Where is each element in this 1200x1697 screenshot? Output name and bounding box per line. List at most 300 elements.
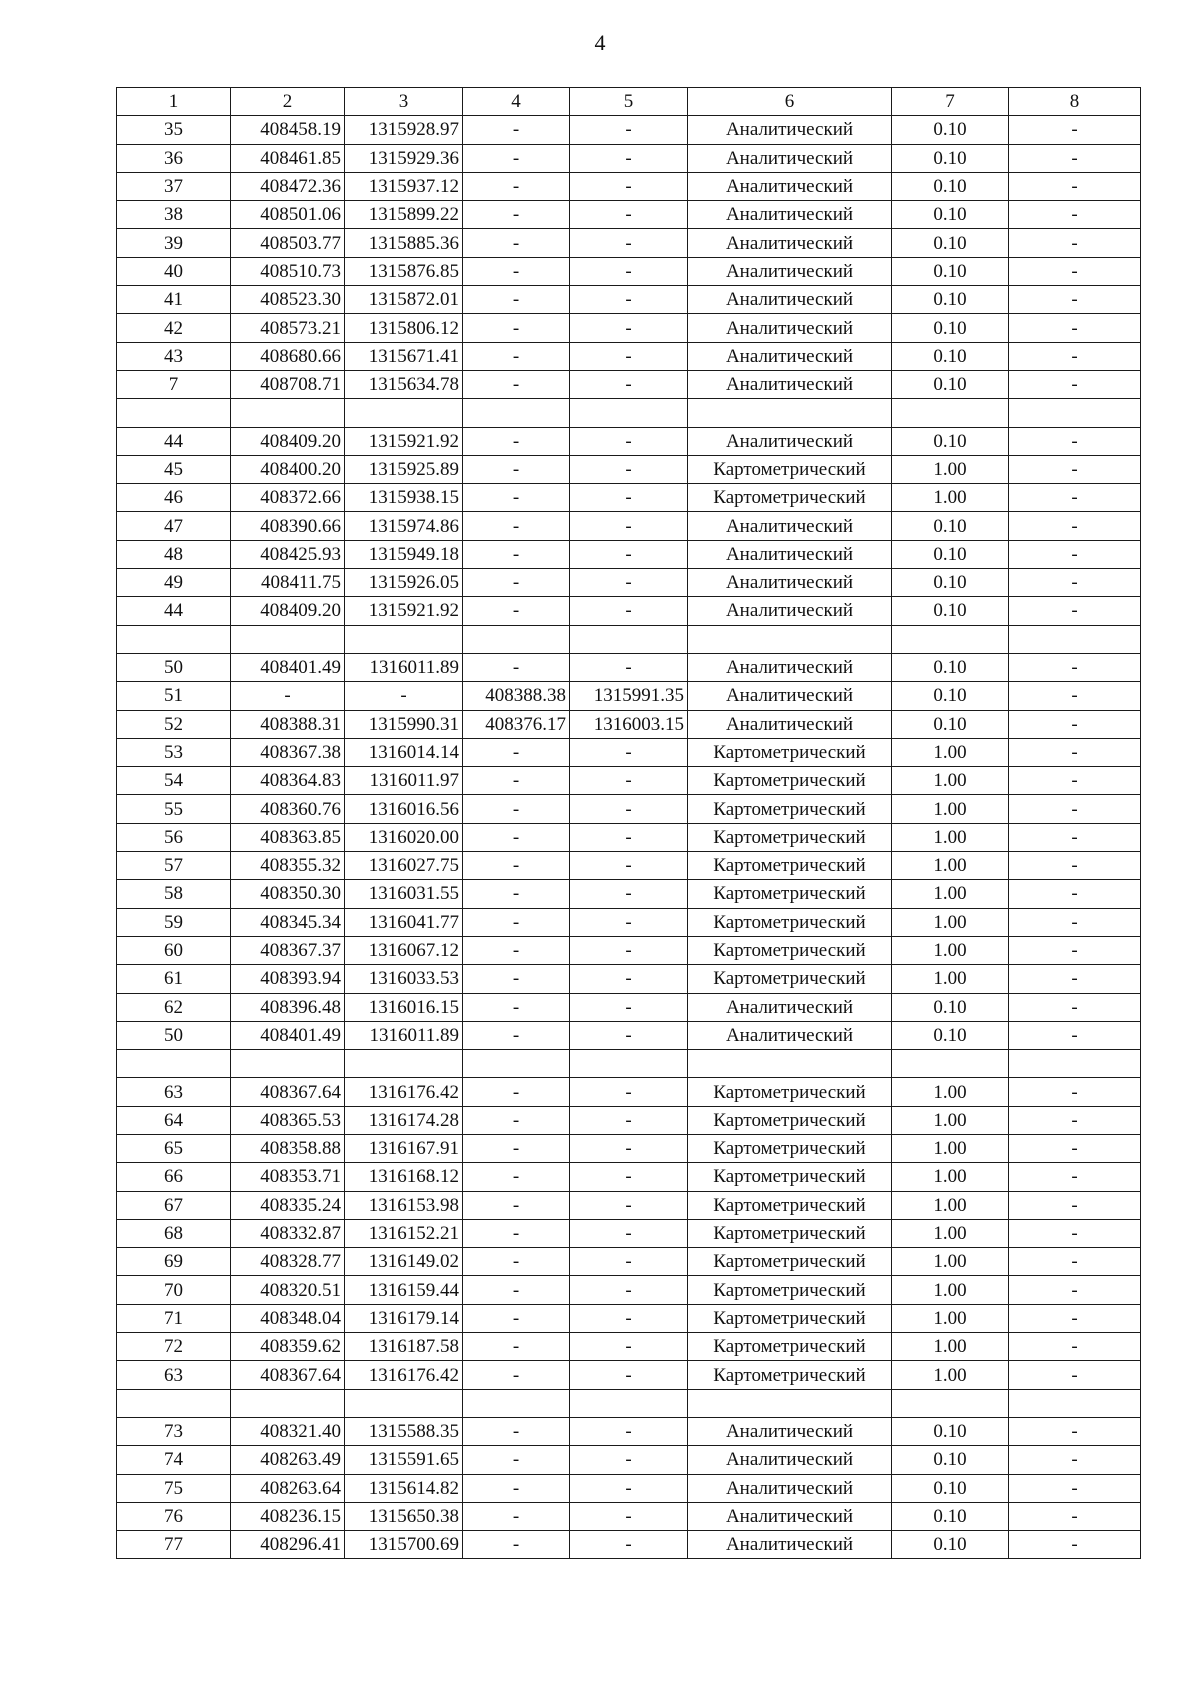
table-cell-col-7: 0.10 [892, 116, 1009, 144]
table-row [117, 1446, 1141, 1474]
table-cell-col-1: 36 [117, 144, 231, 172]
table-cell-col-1: 53 [117, 738, 231, 766]
table-row [117, 597, 1141, 625]
table-cell-col-8: - [1009, 484, 1141, 512]
table-cell-col-7: 0.10 [892, 1021, 1009, 1049]
table-cell-col-8: - [1009, 993, 1141, 1021]
table-cell-col-5 [570, 625, 688, 653]
table-cell-col-4: - [463, 823, 570, 851]
table-cell-col-6: Картометрический [688, 823, 892, 851]
table-cell-col-5: - [570, 767, 688, 795]
table-cell-col-7: 0.10 [892, 1502, 1009, 1530]
table-cell-col-6: Аналитический [688, 314, 892, 342]
table-cell-col-2: 408263.64 [231, 1474, 345, 1502]
table-cell-col-8: - [1009, 144, 1141, 172]
table-cell-col-2: 408332.87 [231, 1219, 345, 1247]
table-cell-col-2: 408501.06 [231, 201, 345, 229]
table-cell-col-6: Картометрический [688, 1219, 892, 1247]
table-cell-col-8: - [1009, 286, 1141, 314]
table-cell-col-4: - [463, 1446, 570, 1474]
table-cell-col-2: 408503.77 [231, 229, 345, 257]
table-cell-col-7: 1.00 [892, 738, 1009, 766]
table-cell-col-5: - [570, 795, 688, 823]
table-cell-col-7: 0.10 [892, 682, 1009, 710]
table-cell-col-3: 1316176.42 [345, 1078, 463, 1106]
table-cell-col-4: - [463, 1502, 570, 1530]
table-row [117, 1163, 1141, 1191]
table-cell-col-7: 1.00 [892, 1191, 1009, 1219]
table-cell-col-6 [688, 399, 892, 427]
table-cell-col-7: 1.00 [892, 1078, 1009, 1106]
table-cell-col-5: - [570, 116, 688, 144]
table-cell-col-4: - [463, 172, 570, 200]
table-cell-col-1: 63 [117, 1078, 231, 1106]
table-cell-col-2: 408321.40 [231, 1417, 345, 1445]
table-cell-col-3: 1316041.77 [345, 908, 463, 936]
table-cell-col-2: 408409.20 [231, 427, 345, 455]
table-cell-col-2: 408348.04 [231, 1304, 345, 1332]
table-cell-col-1: 47 [117, 512, 231, 540]
table-row [117, 144, 1141, 172]
table-row [117, 569, 1141, 597]
table-cell-col-5: - [570, 1304, 688, 1332]
table-cell-col-4: - [463, 1361, 570, 1389]
table-row [117, 993, 1141, 1021]
table-cell-col-6: Картометрический [688, 767, 892, 795]
table-cell-col-6: Картометрический [688, 795, 892, 823]
table-cell-col-8: - [1009, 1474, 1141, 1502]
table-cell-col-8: - [1009, 370, 1141, 398]
table-cell-col-5: - [570, 427, 688, 455]
table-cell-col-7: 1.00 [892, 823, 1009, 851]
table-cell-col-5: - [570, 1163, 688, 1191]
table-row [117, 257, 1141, 285]
table-cell-col-3: 1315929.36 [345, 144, 463, 172]
table-cell-col-6: Аналитический [688, 1021, 892, 1049]
table-cell-col-1: 71 [117, 1304, 231, 1332]
table-row [117, 540, 1141, 568]
table-cell-col-6: Аналитический [688, 1474, 892, 1502]
table-cell-col-2 [231, 1050, 345, 1078]
table-row [117, 201, 1141, 229]
table-cell-col-3: 1316179.14 [345, 1304, 463, 1332]
table-cell-col-1: 77 [117, 1531, 231, 1559]
table-cell-col-7: 1.00 [892, 880, 1009, 908]
table-cell-col-2: 408708.71 [231, 370, 345, 398]
table-cell-col-3: 1315876.85 [345, 257, 463, 285]
table-row [117, 1531, 1141, 1559]
table-cell-col-4: - [463, 314, 570, 342]
table-cell-col-6: Аналитический [688, 512, 892, 540]
table-cell-col-1: 51 [117, 682, 231, 710]
table-cell-col-5: 1316003.15 [570, 710, 688, 738]
table-row [117, 1333, 1141, 1361]
table-body [117, 88, 1141, 1559]
table-cell-col-1: 62 [117, 993, 231, 1021]
table-cell-col-5: - [570, 257, 688, 285]
table-cell-col-8: - [1009, 116, 1141, 144]
table-cell-col-7: 0.10 [892, 512, 1009, 540]
table-cell-col-6 [688, 625, 892, 653]
table-cell-col-4: - [463, 427, 570, 455]
table-row [117, 455, 1141, 483]
table-cell-col-2: 408396.48 [231, 993, 345, 1021]
table-cell-col-8: - [1009, 1417, 1141, 1445]
table-cell-col-3: 1315949.18 [345, 540, 463, 568]
table-cell-col-5: - [570, 172, 688, 200]
table-cell-col-2: 408401.49 [231, 653, 345, 681]
table-cell-col-2 [231, 625, 345, 653]
table-cell-col-6: Аналитический [688, 1531, 892, 1559]
table-cell-col-1: 70 [117, 1276, 231, 1304]
column-header-1: 1 [117, 88, 231, 116]
table-cell-col-2: 408364.83 [231, 767, 345, 795]
table-cell-col-5: 1315991.35 [570, 682, 688, 710]
table-cell-col-6: Картометрический [688, 1276, 892, 1304]
table-cell-col-1: 45 [117, 455, 231, 483]
table-row [117, 1134, 1141, 1162]
table-cell-col-2: 408461.85 [231, 144, 345, 172]
table-cell-col-1: 69 [117, 1248, 231, 1276]
table-cell-col-5: - [570, 229, 688, 257]
table-row [117, 1304, 1141, 1332]
table-cell-col-8: - [1009, 172, 1141, 200]
table-cell-col-3: 1316152.21 [345, 1219, 463, 1247]
table-cell-col-1: 65 [117, 1134, 231, 1162]
table-cell-col-2: 408236.15 [231, 1502, 345, 1530]
table-cell-col-7 [892, 625, 1009, 653]
table-cell-col-7: 0.10 [892, 653, 1009, 681]
table-cell-col-2: 408367.64 [231, 1078, 345, 1106]
table-cell-col-1 [117, 625, 231, 653]
table-cell-col-3: 1315634.78 [345, 370, 463, 398]
table-cell-col-2: 408350.30 [231, 880, 345, 908]
table-cell-col-3: 1316159.44 [345, 1276, 463, 1304]
table-cell-col-8: - [1009, 512, 1141, 540]
table-cell-col-3: 1316031.55 [345, 880, 463, 908]
table-row [117, 1276, 1141, 1304]
table-cell-col-6: Аналитический [688, 144, 892, 172]
table-cell-col-4: - [463, 512, 570, 540]
table-cell-col-2: 408411.75 [231, 569, 345, 597]
table-cell-col-7: 1.00 [892, 852, 1009, 880]
table-cell-col-5: - [570, 569, 688, 597]
table-cell-col-8: - [1009, 852, 1141, 880]
table-cell-col-3: 1316187.58 [345, 1333, 463, 1361]
table-cell-col-5: - [570, 908, 688, 936]
table-cell-col-4: - [463, 342, 570, 370]
table-cell-col-8: - [1009, 597, 1141, 625]
table-cell-col-6: Аналитический [688, 342, 892, 370]
table-cell-col-7: 1.00 [892, 1134, 1009, 1162]
table-cell-col-3: 1316167.91 [345, 1134, 463, 1162]
table-cell-col-5: - [570, 1361, 688, 1389]
table-cell-col-4: - [463, 1474, 570, 1502]
table-cell-col-4: - [463, 1219, 570, 1247]
table-cell-col-2: 408296.41 [231, 1531, 345, 1559]
table-cell-col-7: 0.10 [892, 1474, 1009, 1502]
table-cell-col-1 [117, 1050, 231, 1078]
table-cell-col-3: 1315591.65 [345, 1446, 463, 1474]
table-cell-col-4: 408388.38 [463, 682, 570, 710]
table-cell-col-5: - [570, 540, 688, 568]
table-cell-col-6: Аналитический [688, 597, 892, 625]
table-row [117, 823, 1141, 851]
table-cell-col-4: - [463, 1276, 570, 1304]
table-cell-col-1: 56 [117, 823, 231, 851]
table-cell-col-6: Аналитический [688, 172, 892, 200]
table-cell-col-6: Аналитический [688, 116, 892, 144]
table-row [117, 1248, 1141, 1276]
table-cell-col-1: 43 [117, 342, 231, 370]
table-cell-col-8: - [1009, 1333, 1141, 1361]
table-cell-col-6: Картометрический [688, 1248, 892, 1276]
table-cell-col-7: 0.10 [892, 540, 1009, 568]
table-cell-col-8: - [1009, 455, 1141, 483]
table-separator-row [117, 399, 1141, 427]
table-cell-col-6: Аналитический [688, 370, 892, 398]
table-cell-col-3 [345, 1050, 463, 1078]
table-cell-col-7: 0.10 [892, 1446, 1009, 1474]
table-cell-col-5: - [570, 738, 688, 766]
table-cell-col-8: - [1009, 1078, 1141, 1106]
table-cell-col-6: Аналитический [688, 427, 892, 455]
table-row [117, 795, 1141, 823]
table-cell-col-3 [345, 399, 463, 427]
table-cell-col-4: - [463, 1248, 570, 1276]
table-cell-col-4: - [463, 1078, 570, 1106]
table-row [117, 1021, 1141, 1049]
table-cell-col-8: - [1009, 965, 1141, 993]
table-cell-col-2: 408359.62 [231, 1333, 345, 1361]
table-cell-col-6: Картометрический [688, 1106, 892, 1134]
table-cell-col-4: - [463, 1191, 570, 1219]
table-cell-col-5 [570, 1050, 688, 1078]
table-cell-col-2: 408353.71 [231, 1163, 345, 1191]
table-cell-col-4: - [463, 1531, 570, 1559]
table-cell-col-4: - [463, 370, 570, 398]
table-cell-col-8: - [1009, 342, 1141, 370]
table-cell-col-5: - [570, 314, 688, 342]
table-cell-col-1: 64 [117, 1106, 231, 1134]
table-cell-col-6: Аналитический [688, 682, 892, 710]
table-row [117, 1361, 1141, 1389]
table-cell-col-7: 1.00 [892, 455, 1009, 483]
table-cell-col-3: 1316174.28 [345, 1106, 463, 1134]
table-cell-col-6: Аналитический [688, 1502, 892, 1530]
table-cell-col-8: - [1009, 1276, 1141, 1304]
table-cell-col-8: - [1009, 795, 1141, 823]
table-cell-col-4: - [463, 540, 570, 568]
table-cell-col-4: - [463, 569, 570, 597]
table-cell-col-5: - [570, 1219, 688, 1247]
table-cell-col-1: 37 [117, 172, 231, 200]
table-cell-col-3 [345, 1389, 463, 1417]
table-cell-col-5: - [570, 455, 688, 483]
table-cell-col-4: - [463, 484, 570, 512]
table-cell-col-4: - [463, 880, 570, 908]
table-cell-col-4 [463, 1389, 570, 1417]
table-cell-col-2: 408367.64 [231, 1361, 345, 1389]
table-cell-col-5: - [570, 144, 688, 172]
table-cell-col-1: 49 [117, 569, 231, 597]
table-cell-col-7: 0.10 [892, 286, 1009, 314]
table-cell-col-1: 72 [117, 1333, 231, 1361]
table-cell-col-2: 408335.24 [231, 1191, 345, 1219]
table-cell-col-8: - [1009, 1191, 1141, 1219]
table-cell-col-1: 58 [117, 880, 231, 908]
table-cell-col-4: - [463, 908, 570, 936]
table-cell-col-3: 1315921.92 [345, 427, 463, 455]
table-cell-col-4 [463, 625, 570, 653]
table-cell-col-3: 1316176.42 [345, 1361, 463, 1389]
table-cell-col-6: Картометрический [688, 880, 892, 908]
table-cell-col-6: Аналитический [688, 569, 892, 597]
table-cell-col-1: 55 [117, 795, 231, 823]
table-cell-col-5: - [570, 370, 688, 398]
column-header-2: 2 [231, 88, 345, 116]
table-cell-col-1: 76 [117, 1502, 231, 1530]
table-cell-col-4: - [463, 1021, 570, 1049]
table-cell-col-5: - [570, 653, 688, 681]
table-cell-col-4: - [463, 144, 570, 172]
table-cell-col-3: 1316016.56 [345, 795, 463, 823]
table-row [117, 314, 1141, 342]
table-cell-col-5: - [570, 286, 688, 314]
table-cell-col-1: 7 [117, 370, 231, 398]
table-cell-col-6: Аналитический [688, 201, 892, 229]
table-cell-col-8: - [1009, 314, 1141, 342]
table-cell-col-2: 408320.51 [231, 1276, 345, 1304]
table-cell-col-7: 1.00 [892, 1248, 1009, 1276]
table-cell-col-5: - [570, 1333, 688, 1361]
table-row [117, 880, 1141, 908]
table-cell-col-4: - [463, 455, 570, 483]
table-cell-col-5: - [570, 965, 688, 993]
table-cell-col-4 [463, 1050, 570, 1078]
table-cell-col-6: Картометрический [688, 738, 892, 766]
table-cell-col-5: - [570, 1474, 688, 1502]
table-row [117, 1219, 1141, 1247]
table-row [117, 427, 1141, 455]
table-cell-col-6 [688, 1389, 892, 1417]
table-cell-col-4: - [463, 1304, 570, 1332]
table-cell-col-3: 1315806.12 [345, 314, 463, 342]
column-header-7: 7 [892, 88, 1009, 116]
table-cell-col-5: - [570, 1134, 688, 1162]
table-cell-col-2: 408363.85 [231, 823, 345, 851]
table-cell-col-6: Аналитический [688, 257, 892, 285]
table-cell-col-8: - [1009, 1106, 1141, 1134]
table-cell-col-6: Аналитический [688, 653, 892, 681]
table-cell-col-5: - [570, 880, 688, 908]
table-cell-col-1: 59 [117, 908, 231, 936]
table-cell-col-5: - [570, 1446, 688, 1474]
table-cell-col-5 [570, 399, 688, 427]
table-cell-col-7: 0.10 [892, 710, 1009, 738]
table-cell-col-6: Аналитический [688, 1446, 892, 1474]
table-cell-col-4: - [463, 767, 570, 795]
table-cell-col-2: 408328.77 [231, 1248, 345, 1276]
table-cell-col-1: 74 [117, 1446, 231, 1474]
table-cell-col-2 [231, 399, 345, 427]
table-cell-col-1: 68 [117, 1219, 231, 1247]
table-cell-col-1: 63 [117, 1361, 231, 1389]
table-cell-col-6: Картометрический [688, 936, 892, 964]
table-row [117, 936, 1141, 964]
table-cell-col-8 [1009, 1389, 1141, 1417]
table-cell-col-8: - [1009, 682, 1141, 710]
table-cell-col-6: Картометрический [688, 1304, 892, 1332]
table-cell-col-2: 408573.21 [231, 314, 345, 342]
table-cell-col-2: 408472.36 [231, 172, 345, 200]
table-cell-col-7: 1.00 [892, 936, 1009, 964]
table-cell-col-1: 44 [117, 597, 231, 625]
table-cell-col-1: 48 [117, 540, 231, 568]
table-cell-col-7: 0.10 [892, 342, 1009, 370]
table-cell-col-7: 0.10 [892, 144, 1009, 172]
table-cell-col-1: 52 [117, 710, 231, 738]
table-cell-col-5: - [570, 1191, 688, 1219]
table-cell-col-5: - [570, 1078, 688, 1106]
table-cell-col-7: 0.10 [892, 201, 1009, 229]
table-cell-col-7: 0.10 [892, 257, 1009, 285]
table-separator-row [117, 625, 1141, 653]
table-row [117, 965, 1141, 993]
table-row [117, 767, 1141, 795]
table-cell-col-3: 1315925.89 [345, 455, 463, 483]
table-cell-col-3 [345, 625, 463, 653]
table-cell-col-7: 0.10 [892, 597, 1009, 625]
table-cell-col-8: - [1009, 823, 1141, 851]
table-cell-col-2: 408367.38 [231, 738, 345, 766]
table-row [117, 512, 1141, 540]
table-row [117, 738, 1141, 766]
table-cell-col-7: 0.10 [892, 314, 1009, 342]
table-cell-col-2 [231, 1389, 345, 1417]
table-cell-col-5: - [570, 1531, 688, 1559]
table-cell-col-6: Картометрический [688, 1361, 892, 1389]
table-cell-col-8: - [1009, 569, 1141, 597]
table-cell-col-3: 1315937.12 [345, 172, 463, 200]
table-cell-col-3: 1315650.38 [345, 1502, 463, 1530]
table-cell-col-3: 1316149.02 [345, 1248, 463, 1276]
table-cell-col-8: - [1009, 1531, 1141, 1559]
table-cell-col-2: 408355.32 [231, 852, 345, 880]
table-cell-col-8: - [1009, 653, 1141, 681]
table-row [117, 229, 1141, 257]
table-cell-col-1 [117, 1389, 231, 1417]
table-cell-col-8: - [1009, 1502, 1141, 1530]
table-cell-col-1: 41 [117, 286, 231, 314]
table-cell-col-4: - [463, 852, 570, 880]
table-cell-col-4: - [463, 116, 570, 144]
table-cell-col-6: Картометрический [688, 1333, 892, 1361]
table-cell-col-1: 38 [117, 201, 231, 229]
table-cell-col-4: - [463, 993, 570, 1021]
table-cell-col-4: - [463, 738, 570, 766]
table-cell-col-2: 408409.20 [231, 597, 345, 625]
page-number: 4 [594, 30, 606, 55]
table-cell-col-8: - [1009, 767, 1141, 795]
table-row [117, 484, 1141, 512]
table-cell-col-5: - [570, 1276, 688, 1304]
column-header-6: 6 [688, 88, 892, 116]
table-cell-col-4: - [463, 1134, 570, 1162]
table-cell-col-6: Аналитический [688, 286, 892, 314]
table-cell-col-8: - [1009, 1361, 1141, 1389]
table-cell-col-6: Аналитический [688, 993, 892, 1021]
